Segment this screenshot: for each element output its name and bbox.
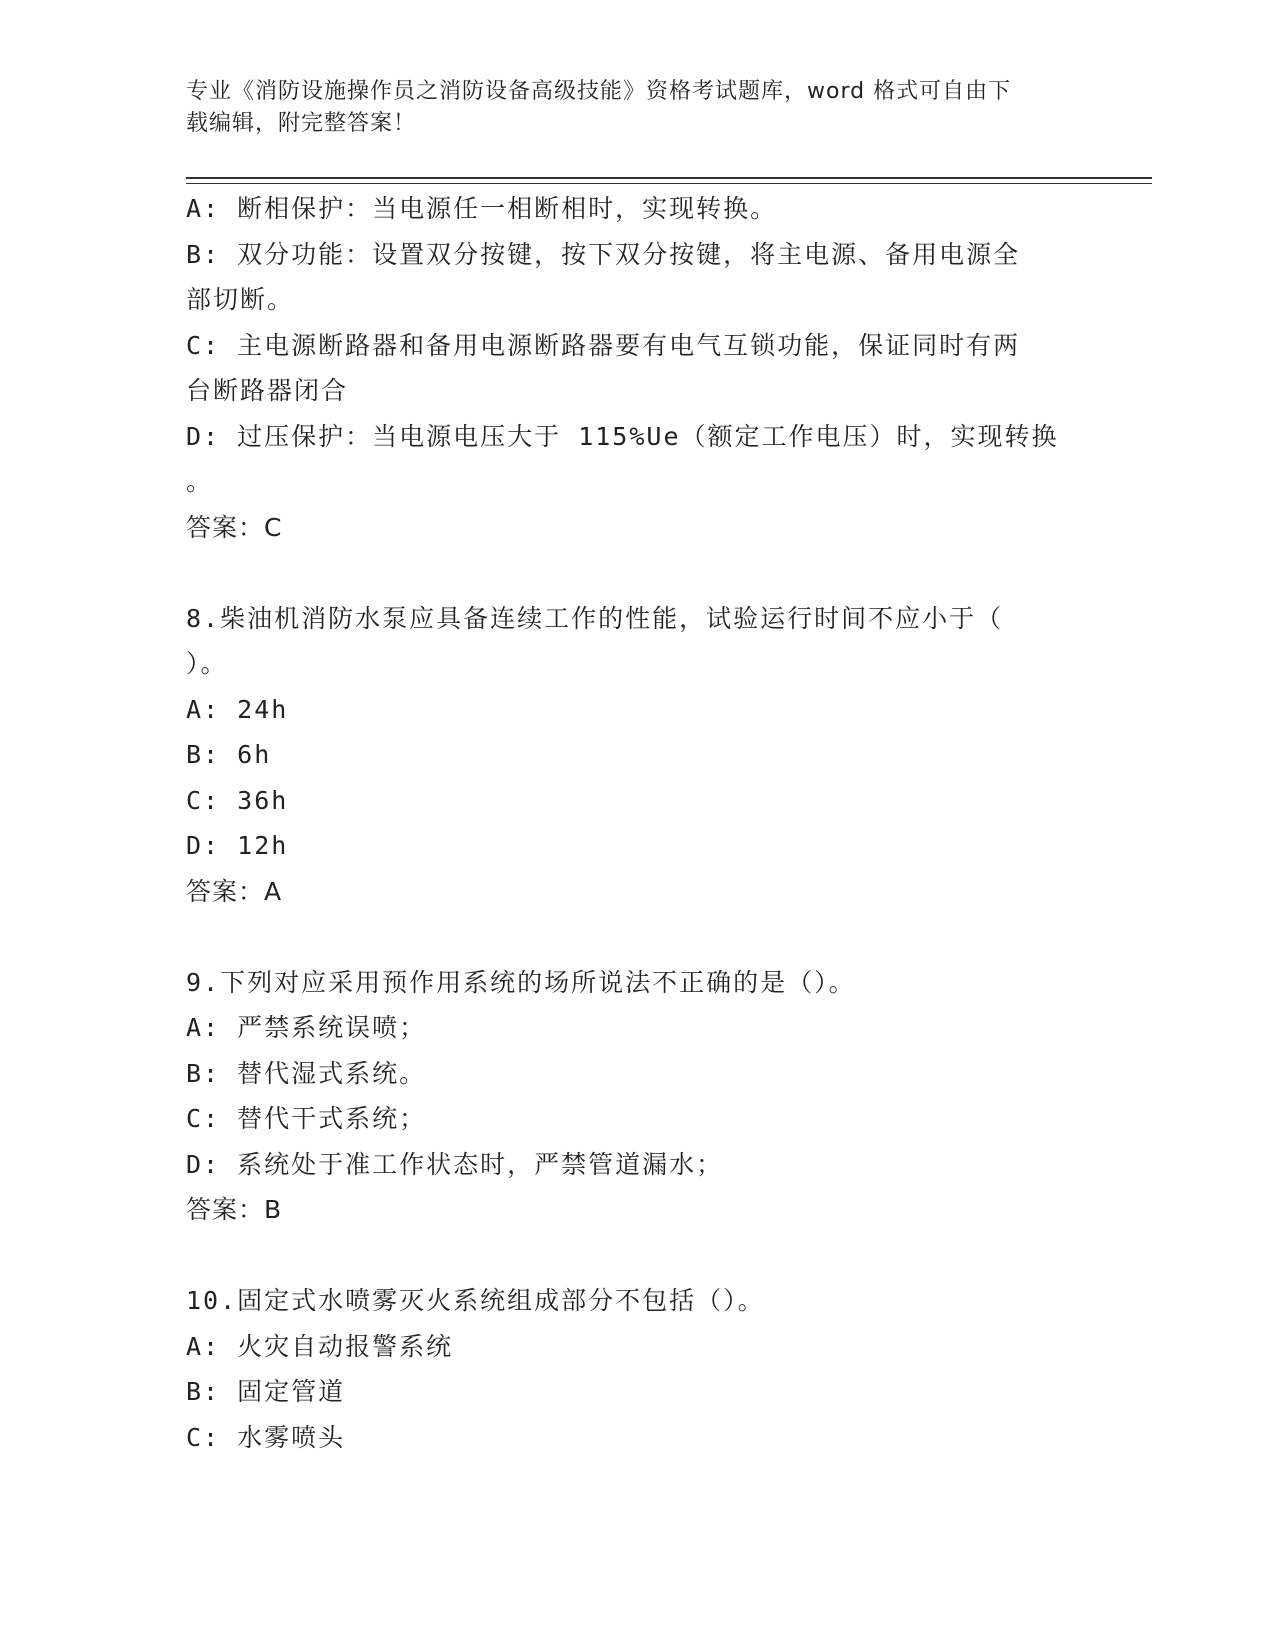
q8-option-a: A: 24h [186,694,289,724]
q9-option-c: C: 替代干式系统； [186,1104,427,1133]
header-divider-thick [186,177,1152,179]
q7-option-c-line1: C: 主电源断路器和备用电源断路器要有电气互锁功能，保证同时有两 [186,330,1021,360]
spacer [186,914,1086,960]
q9-option-a: A: 严禁系统误喷； [186,1013,427,1042]
q9-answer: 答案：B [186,1195,283,1224]
q9-option-b: B: 替代湿式系统。 [186,1058,427,1088]
document-header [186,76,1066,140]
spacer [186,1233,1086,1279]
header-line-2: 载编辑，附完整答案！ [186,111,417,136]
q7-option-c-line2: 台断路器闭合 [186,376,349,405]
question-9-block [186,960,1086,1233]
q10-option-c: C: 水雾喷头 [186,1422,346,1452]
header-line-1: 专业《消防设施操作员之消防设备高级技能》资格考试题库，word 格式可自由下 [186,79,1012,104]
q7-answer: 答案：C [186,512,283,542]
q7-option-d-line2: 。 [186,467,214,496]
q8-question-line1: 8.柴油机消防水泵应具备连续工作的性能，试验运行时间不应小于（ [186,603,1004,633]
q8-question-line2: ）。 [186,649,228,678]
q8-option-c: C: 36h [186,785,289,815]
question-10-block [186,1278,1086,1460]
q10-option-b: B: 固定管道 [186,1377,346,1406]
q9-question: 9.下列对应采用预作用系统的场所说法不正确的是（）。 [186,967,856,997]
question-8-block [186,596,1086,915]
header-divider-thin [186,183,1152,184]
question-7-block [186,186,1086,550]
spacer [186,550,1086,596]
q8-option-b: B: 6h [186,740,272,769]
q8-answer: 答案：A [186,876,283,906]
q7-option-b-line2: 部切断。 [186,285,295,314]
q9-option-d: D: 系统处于准工作状态时，严禁管道漏水； [186,1149,724,1179]
q10-option-a: A: 火灾自动报警系统 [186,1331,454,1361]
q7-option-a: A: 断相保护：当电源任一相断相时，实现转换。 [186,194,778,223]
q10-question: 10.固定式水喷雾灭火系统组成部分不包括（）。 [186,1286,765,1315]
question-content [186,186,1086,1460]
q8-option-d: D: 12h [186,831,289,860]
q7-option-d-line1: D: 过压保护：当电源电压大于 115%Ue（额定工作电压）时，实现转换 [186,421,1059,451]
q7-option-b-line1: B: 双分功能：设置双分按键，按下双分按键，将主电源、备用电源全 [186,239,1021,269]
